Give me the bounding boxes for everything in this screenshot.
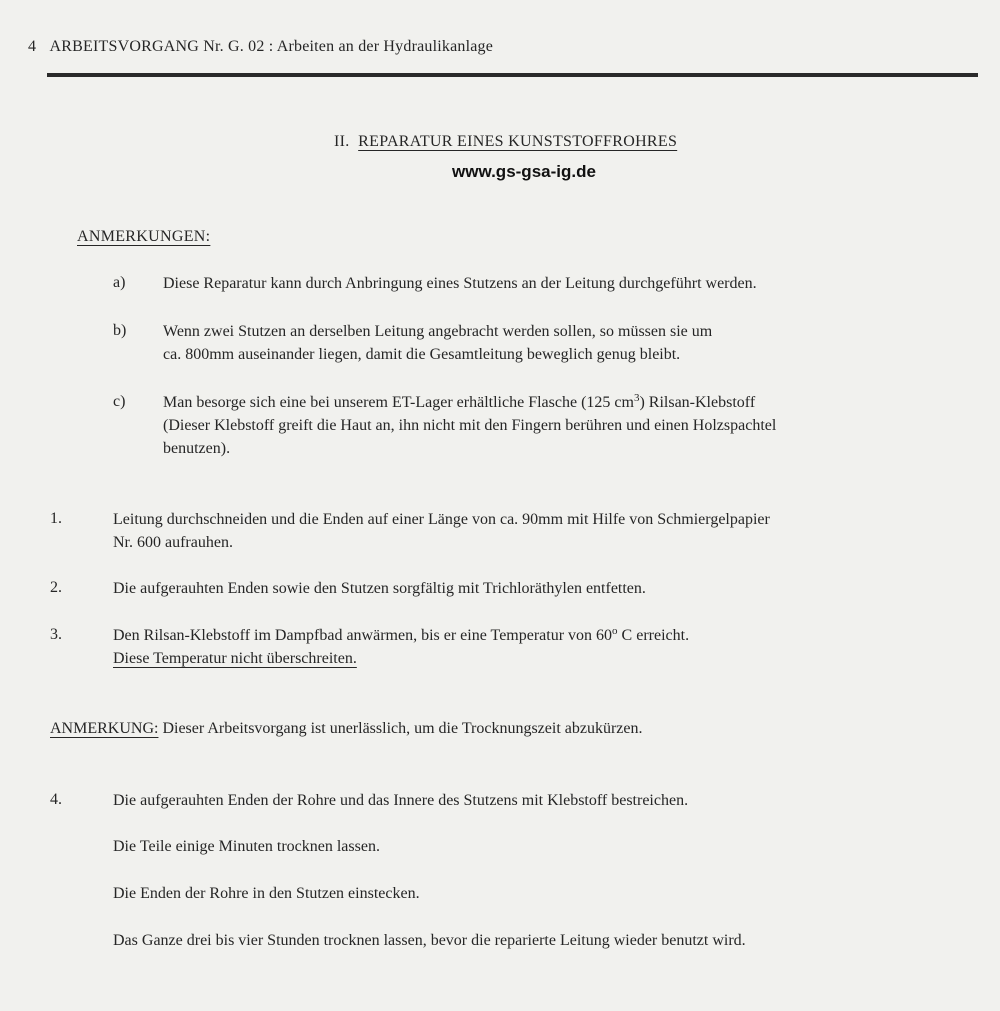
section-title <box>334 133 677 151</box>
note-text-b-line2: ca. 800mm auseinander liegen, damit die Gesamtleitung beweglich genug bleibt. <box>163 346 681 363</box>
website-watermark: www.gs-gsa-ig.de <box>452 162 596 181</box>
note-label-b: b) <box>113 322 127 339</box>
step-text-1 <box>113 508 973 554</box>
note-text-c-line3: benutzen). <box>163 440 231 457</box>
step-4-sub-3: Das Ganze drei bis vier Stunden trocknen lassen, bevor die reparierte Leitung wieder benutzt wird. <box>113 932 746 949</box>
step-number-1: 1. <box>50 510 62 527</box>
step-text-3-warning: Diese Temperatur nicht überschreiten. <box>113 650 357 667</box>
page-number: 4 <box>28 38 37 55</box>
step-number-4: 4. <box>50 791 62 808</box>
degree-mark: o <box>612 625 618 637</box>
remark <box>50 717 643 740</box>
step-number-2: 2. <box>50 579 62 596</box>
note-text-c <box>163 391 973 460</box>
note-text-c-line2: (Dieser Klebstoff greift die Haut an, ihn nicht mit den Fingern berühren und einen Holzspachtel <box>163 417 777 434</box>
section-numeral: II. <box>334 133 350 150</box>
step-4-sub-1: Die Teile einige Minuten trocknen lassen. <box>113 838 380 855</box>
note-text-c-line1-a: Man besorge sich eine bei unserem ET-Lager erhältliche Flasche (125 cm <box>163 394 634 411</box>
superscript-3: 3 <box>633 392 640 404</box>
step-text-1-line2: Nr. 600 aufrauhen. <box>113 534 233 551</box>
notes-heading: ANMERKUNGEN: <box>77 228 211 245</box>
remark-text: Dieser Arbeitsvorgang ist unerlässlich, um die Trocknungszeit abzukürzen. <box>158 720 643 737</box>
step-text-3-line1-b: C erreicht. <box>617 627 690 644</box>
note-text-b <box>163 320 953 366</box>
step-text-1-line1: Leitung durchschneiden und die Enden auf einer Länge von ca. 90mm mit Hilfe von Schmiergelpapier <box>113 511 770 528</box>
step-text-2: Die aufgerauhten Enden sowie den Stutzen sorgfältig mit Trichloräthylen entfetten. <box>113 580 646 597</box>
step-4-sub-2: Die Enden der Rohre in den Stutzen einstecken. <box>113 885 420 902</box>
note-text-a: Diese Reparatur kann durch Anbringung eines Stutzens an der Leitung durchgeführt werden. <box>163 275 757 292</box>
note-text-c-line1-b: ) Rilsan-Klebstoff <box>639 394 756 411</box>
note-text-c-line1 <box>163 391 973 414</box>
remark-label: ANMERKUNG: <box>50 720 159 737</box>
note-text-b-line1: Wenn zwei Stutzen an derselben Leitung angebracht werden sollen, so müssen sie um <box>163 323 713 340</box>
step-number-3: 3. <box>50 626 62 643</box>
section-heading: REPARATUR EINES KUNSTSTOFFROHRES <box>358 133 678 150</box>
step-text-3-line1-a: Den Rilsan-Klebstoff im Dampfbad anwärmen, bis er eine Temperatur von 60 <box>113 627 613 644</box>
header-rule <box>47 73 978 77</box>
step-text-3 <box>113 624 973 670</box>
note-label-a: a) <box>113 274 126 291</box>
header-title: ARBEITSVORGANG Nr. G. 02 : Arbeiten an der Hydraulikanlage <box>49 38 494 55</box>
page-header <box>28 38 493 56</box>
step-text-4: Die aufgerauhten Enden der Rohre und das Innere des Stutzens mit Klebstoff bestreichen. <box>113 792 689 809</box>
note-label-c: c) <box>113 393 126 410</box>
step-text-3-line1 <box>113 624 973 647</box>
